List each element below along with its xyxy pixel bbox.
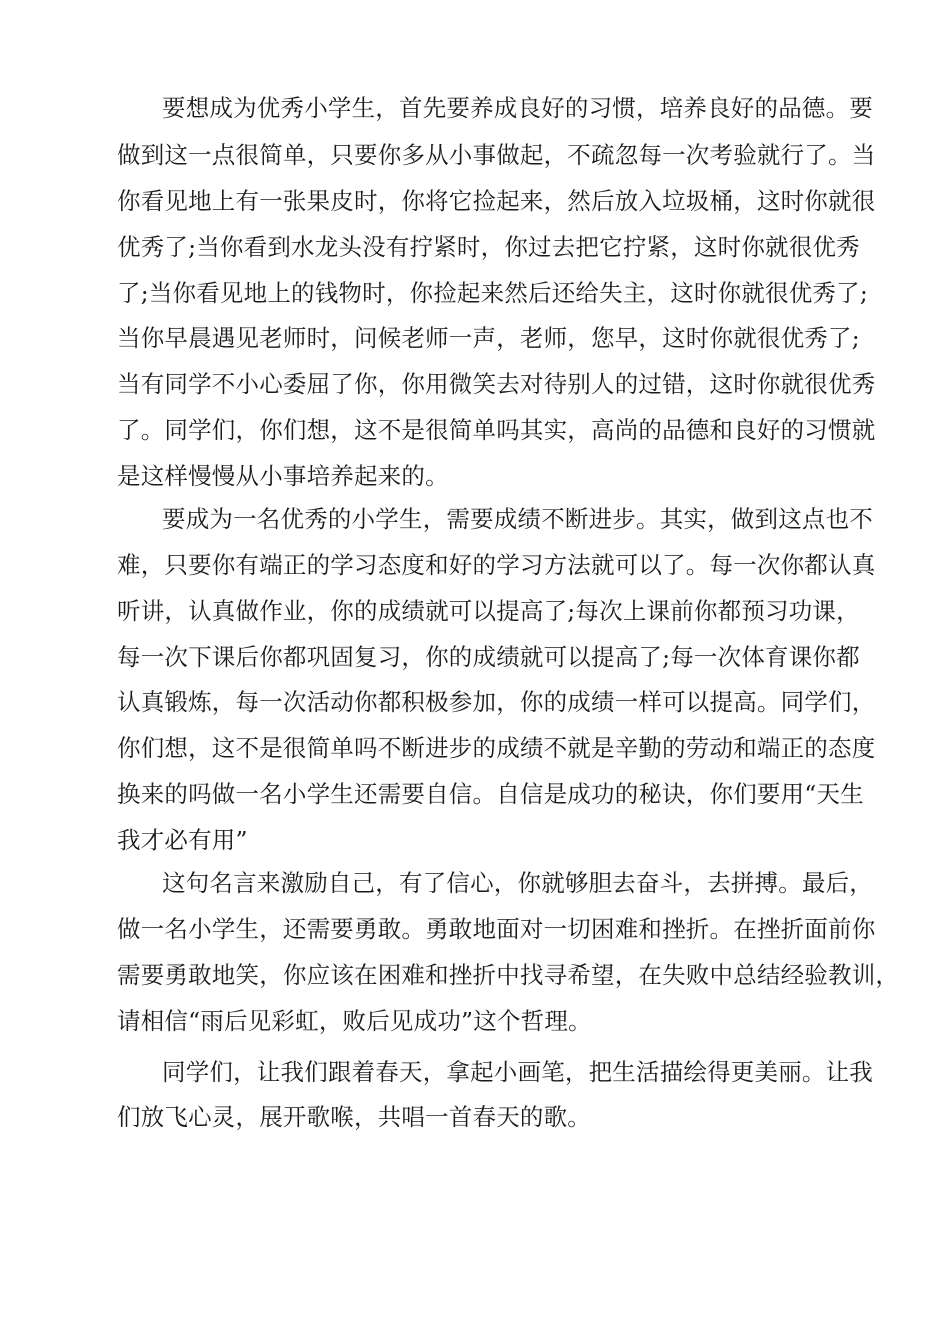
- text-line: 换来的吗做一名小学生还需要自信。自信是成功的秘诀，你们要用“天生: [117, 780, 864, 808]
- text-line: 难，只要你有端正的学习态度和好的学习方法就可以了。每一次你都认真: [117, 551, 876, 579]
- text-line: 要想成为优秀小学生，首先要养成良好的习惯，培养良好的品德。要: [162, 94, 873, 122]
- text-line: 们放飞心灵，展开歌喉，共唱一首春天的歌。: [117, 1103, 591, 1131]
- text-line: 认真锻炼，每一次活动你都积极参加，你的成绩一样可以提高。同学们，: [117, 688, 876, 716]
- text-line: 要成为一名优秀的小学生，需要成绩不断进步。其实，做到这点也不: [162, 505, 873, 533]
- text-line: 当有同学不小心委屈了你，你用微笑去对待别人的过错，这时你就很优秀: [117, 370, 876, 398]
- text-line: 同学们，让我们跟着春天，拿起小画笔，把生活描绘得更美丽。让我: [162, 1058, 873, 1086]
- text-line: 做到这一点很简单，只要你多从小事做起，不疏忽每一次考验就行了。当: [117, 141, 876, 169]
- text-line: 请相信“雨后见彩虹，败后见成功”这个哲理。: [117, 1007, 592, 1035]
- text-line: 每一次下课后你都巩固复习，你的成绩就可以提高了;每一次体育课你都: [117, 643, 860, 671]
- text-line: 了。同学们，你们想，这不是很简单吗其实，高尚的品德和良好的习惯就: [117, 416, 876, 444]
- text-line: 你看见地上有一张果皮时，你将它捡起来，然后放入垃圾桶，这时你就很: [117, 187, 876, 215]
- text-line: 做一名小学生，还需要勇敢。勇敢地面对一切困难和挫折。在挫折面前你: [117, 915, 876, 943]
- text-line: 当你早晨遇见老师时，问候老师一声，老师，您早，这时你就很优秀了;: [117, 324, 860, 352]
- text-line: 是这样慢慢从小事培养起来的。: [117, 462, 449, 490]
- text-line: 这句名言来激励自己，有了信心，你就够胆去奋斗，去拼搏。最后，: [162, 869, 873, 897]
- text-line: 优秀了;当你看到水龙头没有拧紧时，你过去把它拧紧，这时你就很优秀: [117, 233, 860, 261]
- text-line: 我才必有用”: [117, 826, 248, 854]
- text-line: 听讲，认真做作业，你的成绩就可以提高了;每次上课前你都预习功课，: [117, 597, 860, 625]
- text-line: 了;当你看见地上的钱物时，你捡起来然后还给失主，这时你就很优秀了;: [117, 279, 868, 307]
- text-line: 你们想，这不是很简单吗不断进步的成绩不就是辛勤的劳动和端正的态度: [117, 734, 876, 762]
- text-line: 需要勇敢地笑，你应该在困难和挫折中找寻希望，在失败中总结经验教训，: [117, 961, 900, 989]
